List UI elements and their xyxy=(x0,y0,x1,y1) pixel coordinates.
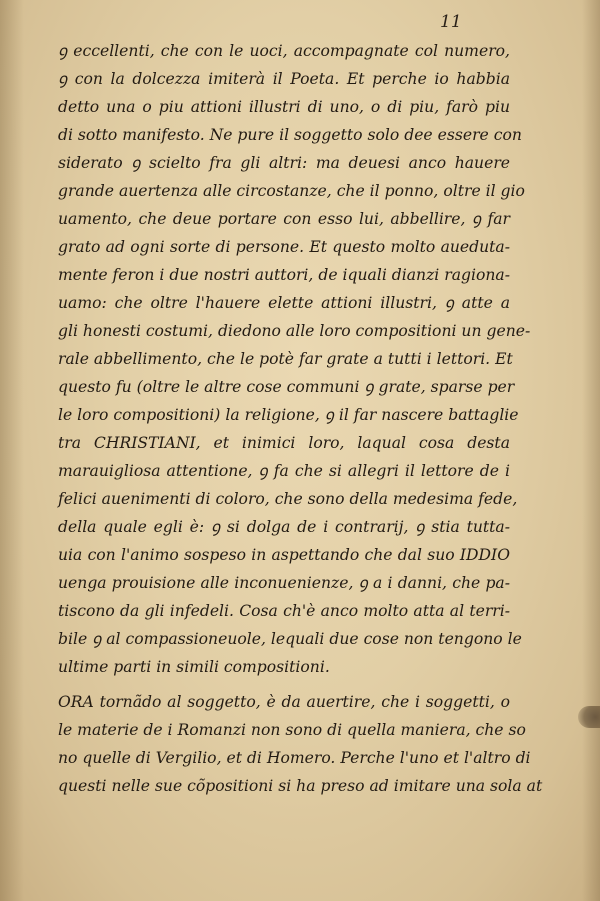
paragraph-gap xyxy=(58,681,510,688)
text-line: siderato ꝯ scielto fra gli altri: ma deuesi anco hauere xyxy=(58,154,510,172)
text-line: bile ꝯ al compassioneuole, lequali due cose non tengono le xyxy=(58,630,522,648)
text-line: ꝯ eccellenti, che con le uoci, accompagnate col numero, xyxy=(58,42,510,60)
text-line: questi nelle sue cõpositioni si ha preso ad imitare una sola at xyxy=(58,777,543,795)
text-line: uamento, che deue portare con esso lui, abbellire, ꝯ far xyxy=(58,210,510,228)
body-text xyxy=(58,37,543,800)
edge-stain xyxy=(578,706,600,728)
text-line: tiscono da gli infedeli. Cosa ch'è anco molto atta al terri- xyxy=(58,602,510,620)
page-number: 11 xyxy=(440,12,462,32)
text-line: le loro compositioni) la religione, ꝯ il far nascere battaglie xyxy=(58,406,519,424)
text-line: di sotto manifesto. Ne pure il soggetto solo dee essere con xyxy=(58,126,522,144)
text-line: ORA tornãdo al soggetto, è da auertire, che i soggetti, o xyxy=(58,693,510,711)
text-line: grande auertenza alle circostanze, che il ponno, oltre il gio xyxy=(58,182,525,200)
text-line: no quelle di Vergilio, et di Homero. Perche l'uno et l'altro di xyxy=(58,749,531,767)
text-line: ultime parti in simili compositioni. xyxy=(58,658,330,676)
text-line: della quale egli è: ꝯ si dolga de i contrarij, ꝯ stia tutta- xyxy=(58,518,510,536)
text-line: questo fu (oltre le altre cose communi ꝯ grate, sparse per xyxy=(58,378,515,396)
text-line: rale abbellimento, che le potè far grate a tutti i lettori. Et xyxy=(58,350,513,368)
text-line: uenga prouisione alle inconuenienze, ꝯ a i danni, che pa- xyxy=(58,574,510,592)
text-line: felici auenimenti di coloro, che sono della medesima fede, xyxy=(58,490,518,508)
text-line: uia con l'animo sospeso in aspettando che dal suo IDDIO xyxy=(58,546,510,564)
text-line: detto una o piu attioni illustri di uno, o di piu, farò piu xyxy=(58,98,510,116)
text-line: mente feron i due nostri auttori, de iquali dianzi ragiona- xyxy=(58,266,510,284)
text-line: ꝯ con la dolcezza imiterà il Poeta. Et perche io habbia xyxy=(58,70,510,88)
text-line: uamo: che oltre l'hauere elette attioni illustri, ꝯ atte a xyxy=(58,294,510,312)
text-line: marauigliosa attentione, ꝯ fa che si allegri il lettore de i xyxy=(58,462,510,480)
text-line: gli honesti costumi, diedono alle loro compositioni un gene- xyxy=(58,322,531,340)
text-line: le materie de i Romanzi non sono di quella maniera, che so xyxy=(58,721,526,739)
text-line: tra CHRISTIANI, et inimici loro, laqual cosa desta xyxy=(58,434,510,452)
text-line: grato ad ogni sorte di persone. Et questo molto aueduta- xyxy=(58,238,510,256)
